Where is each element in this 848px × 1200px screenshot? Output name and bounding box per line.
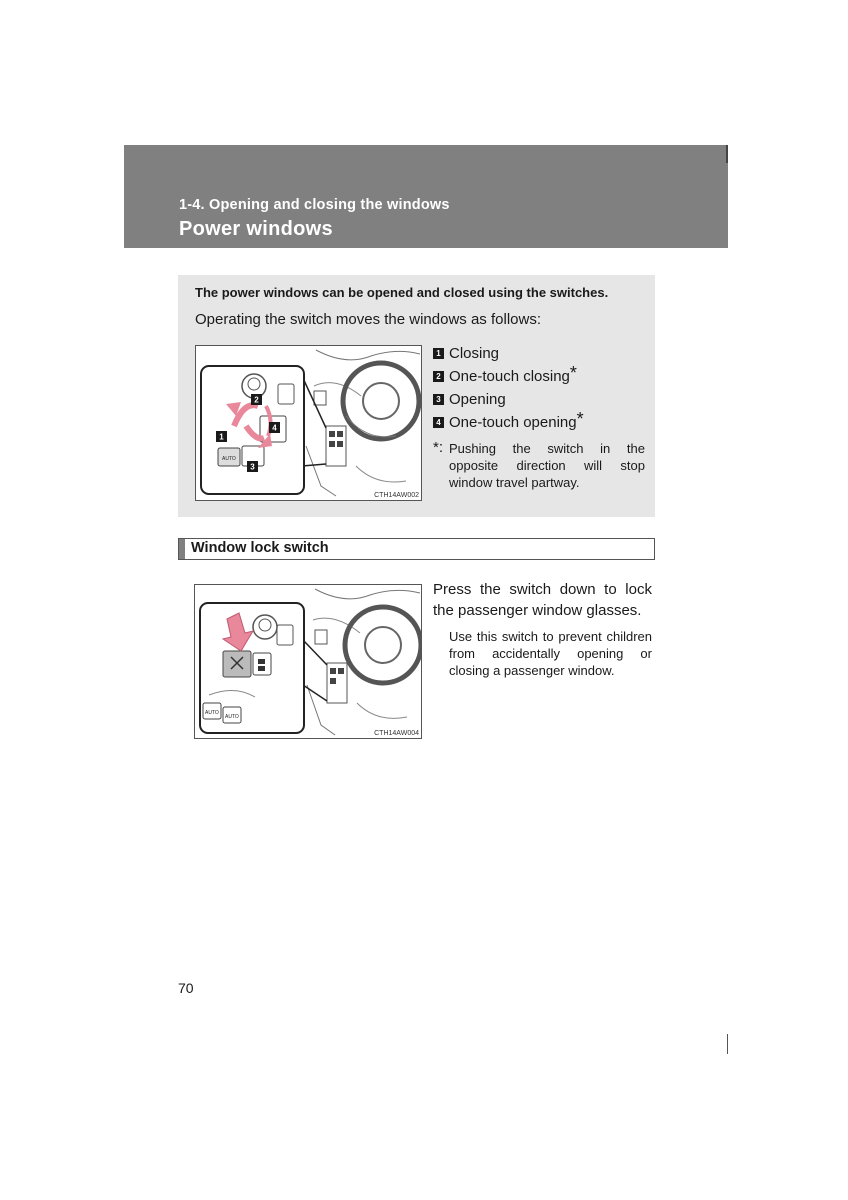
legend-item bbox=[433, 342, 645, 365]
lock-note: Use this switch to prevent children from accidentally opening or closing a passenger window. bbox=[449, 629, 652, 678]
switch-legend bbox=[433, 342, 645, 491]
callout-3: 3 bbox=[250, 462, 255, 472]
header-band bbox=[124, 145, 728, 248]
legend-item bbox=[433, 388, 645, 411]
legend-star: * bbox=[576, 409, 584, 429]
page-number: 70 bbox=[178, 980, 194, 996]
legend-number: 3 bbox=[433, 394, 444, 405]
intro-lead: The power windows can be opened and closed using the switches. bbox=[195, 285, 609, 300]
legend-label: One-touch opening bbox=[449, 414, 577, 431]
legend-label: Opening bbox=[449, 391, 506, 408]
heading-bar bbox=[179, 539, 185, 559]
page-edge-tick bbox=[727, 1034, 728, 1054]
legend-number: 4 bbox=[433, 417, 444, 428]
legend-star: * bbox=[569, 363, 577, 383]
figure-code: CTH14AW002 bbox=[374, 492, 419, 499]
legend-number: 1 bbox=[433, 348, 444, 359]
footnote-mark: *: bbox=[433, 439, 444, 456]
window-switch-illustration bbox=[195, 345, 422, 501]
section-label: 1-4. Opening and closing the windows bbox=[179, 197, 450, 213]
callout-4: 4 bbox=[272, 423, 277, 433]
intro-sub: Operating the switch moves the windows as follows: bbox=[195, 311, 541, 328]
footnote-text: Pushing the switch in the opposite direction will stop window travel partway. bbox=[449, 441, 645, 490]
window-lock-heading bbox=[178, 538, 655, 560]
legend-number: 2 bbox=[433, 371, 444, 382]
lock-auto-label-1: AUTO bbox=[205, 710, 219, 716]
figure-code: CTH14AW004 bbox=[374, 730, 419, 737]
intro-box bbox=[178, 275, 655, 517]
inset-auto-label: AUTO bbox=[222, 456, 236, 462]
window-switch-drawing bbox=[196, 346, 421, 500]
lock-instruction: Press the switch down to lock the passenger window glasses. bbox=[433, 581, 652, 619]
lock-auto-label-2: AUTO bbox=[225, 714, 239, 720]
legend-item bbox=[433, 411, 645, 434]
window-lock-illustration bbox=[194, 584, 422, 739]
legend-item bbox=[433, 365, 645, 388]
legend-label: One-touch closing bbox=[449, 368, 570, 385]
heading-text: Window lock switch bbox=[191, 540, 329, 556]
legend-label: Closing bbox=[449, 345, 500, 362]
header-edge-tick bbox=[726, 145, 728, 163]
footnote bbox=[433, 440, 645, 491]
page-title: Power windows bbox=[179, 218, 333, 240]
callout-1: 1 bbox=[219, 432, 224, 442]
window-lock-drawing bbox=[195, 585, 421, 738]
callout-2: 2 bbox=[254, 395, 259, 405]
